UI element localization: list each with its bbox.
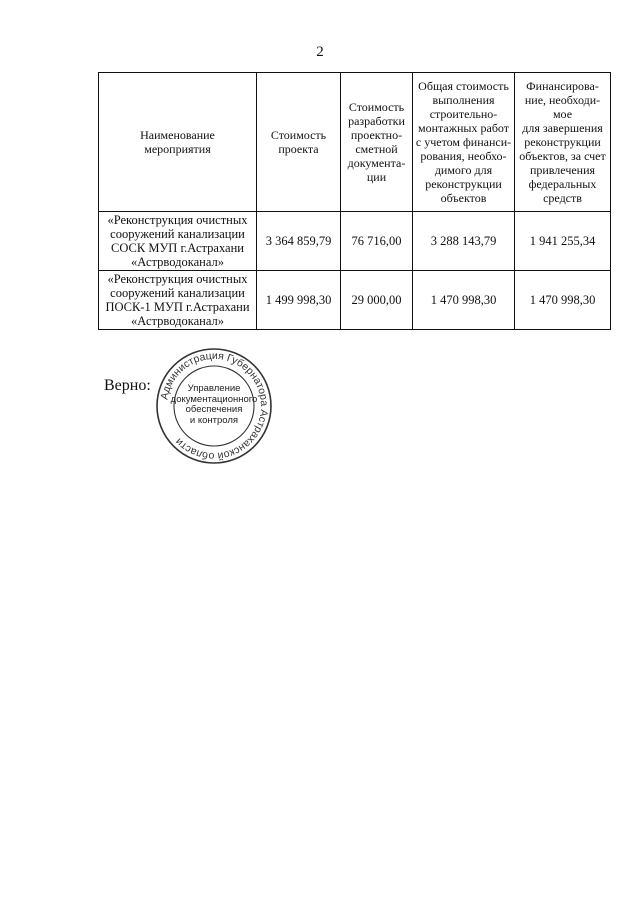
- seal-ring-text: Администрация Губернатора Астраханской области: [158, 349, 271, 463]
- header-federal-funding: Финансирова- ние, необходи- мое для завершения реконструкции объектов, за счет привлечения федеральных средств: [515, 73, 611, 212]
- row-federal-funding: 1 470 998,30: [515, 271, 611, 330]
- row-design-cost: 29 000,00: [341, 271, 413, 330]
- table-row: [99, 212, 611, 271]
- row-total-cost: 3 288 143,79: [413, 212, 515, 271]
- table-header-row: [99, 73, 611, 212]
- official-seal-stamp: [154, 346, 274, 466]
- header-total-cost: Общая стоимость выполнения строительно- монтажных работ с учетом финанси- рования, необхо- димого для реконструкции объектов: [413, 73, 515, 212]
- table-row: [99, 271, 611, 330]
- row-name: «Реконструкция очистных сооружений канализации СОСК МУП г.Астрахани «Астрводоканал»: [99, 212, 257, 271]
- seal-center-text: Управление документационного обеспечения и контроля: [170, 383, 258, 426]
- header-project-cost: Стоимость проекта: [257, 73, 341, 212]
- header-name: Наименование мероприятия: [99, 73, 257, 212]
- header-design-cost: Стоимость разработки проектно- сметной документа- ции: [341, 73, 413, 212]
- row-project-cost: 3 364 859,79: [257, 212, 341, 271]
- row-federal-funding: 1 941 255,34: [515, 212, 611, 271]
- row-total-cost: 1 470 998,30: [413, 271, 515, 330]
- row-name: «Реконструкция очистных сооружений канализации ПОСК-1 МУП г.Астрахани «Астрводоканал»: [99, 271, 257, 330]
- verified-label: Верно:: [104, 377, 151, 394]
- cost-table: [98, 72, 611, 330]
- row-project-cost: 1 499 998,30: [257, 271, 341, 330]
- row-design-cost: 76 716,00: [341, 212, 413, 271]
- page-number: 2: [316, 44, 324, 60]
